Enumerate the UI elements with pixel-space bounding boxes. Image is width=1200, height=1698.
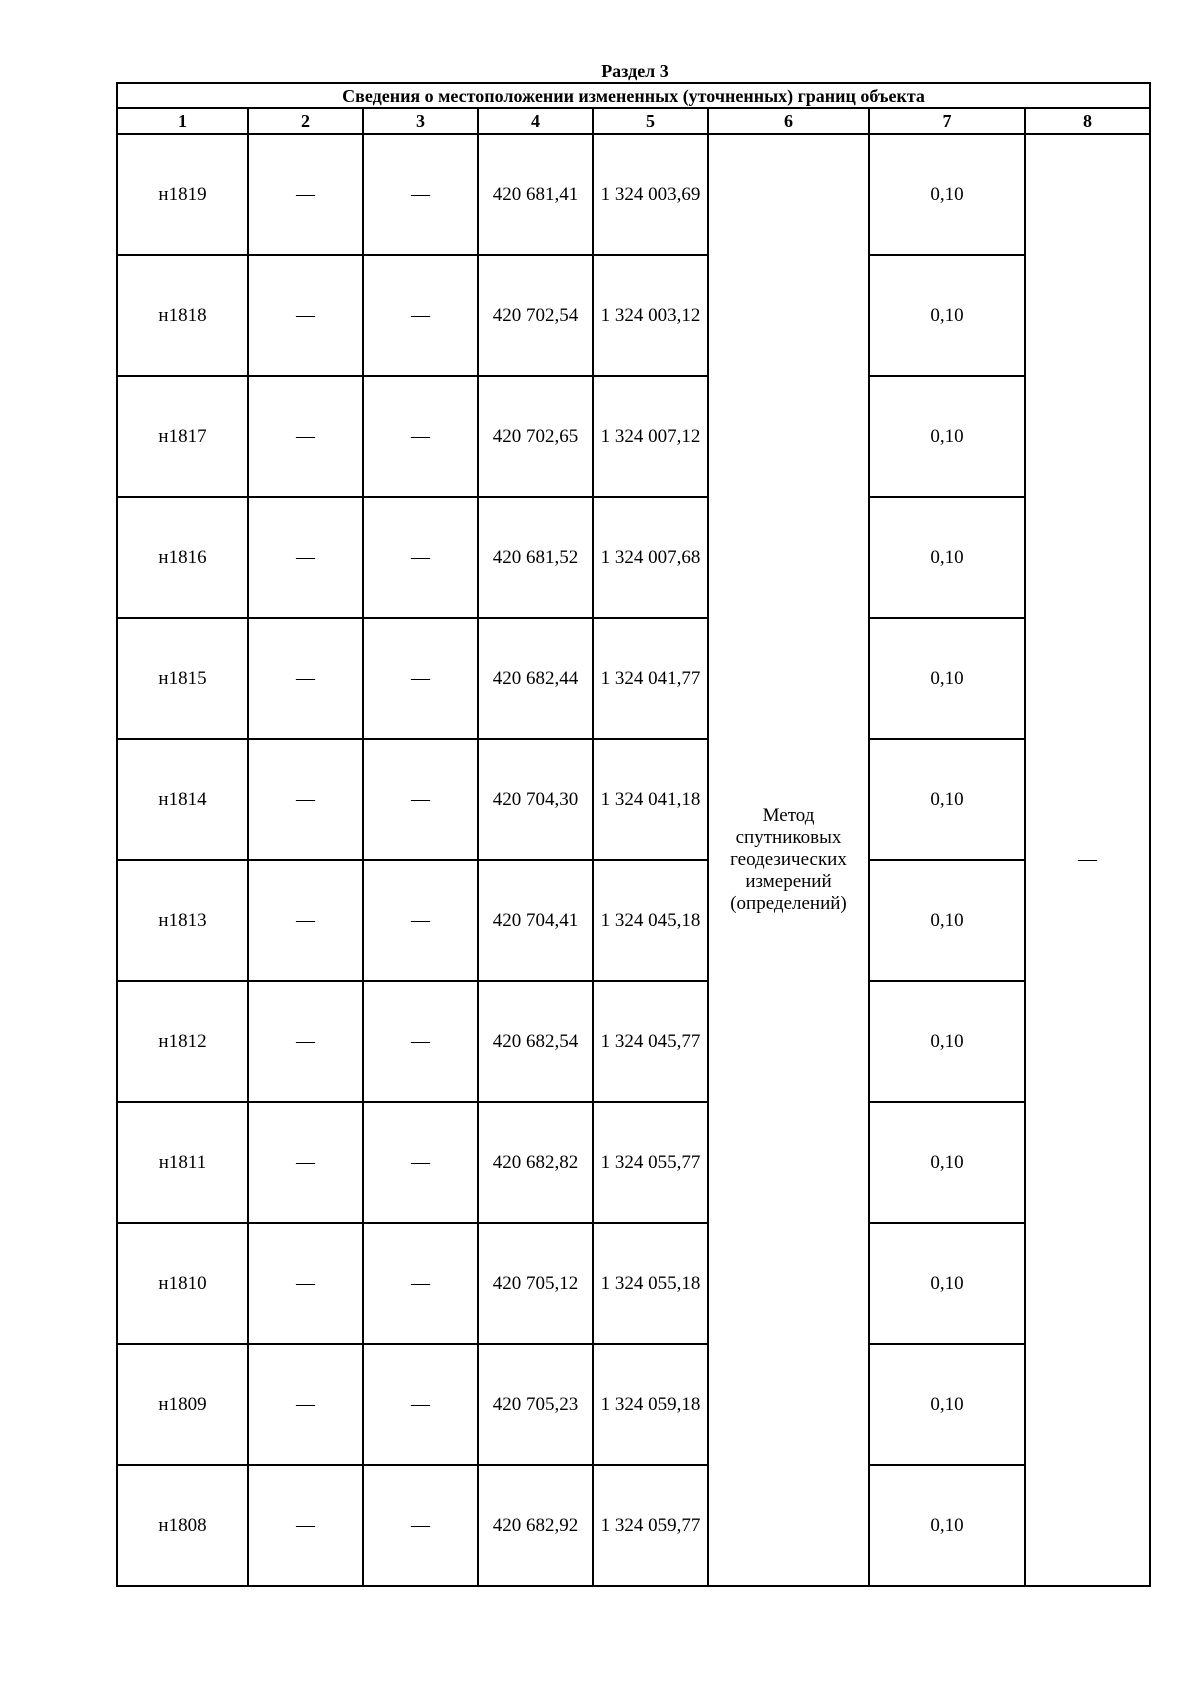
point-name-cell: н1809 — [117, 1344, 248, 1465]
method-text-line: измерений — [745, 871, 832, 892]
point-name-cell: н1814 — [117, 739, 248, 860]
accuracy-cell: 0,10 — [869, 1465, 1025, 1586]
x-coordinate-cell: 420 705,12 — [478, 1223, 593, 1344]
point-name-cell: н1816 — [117, 497, 248, 618]
accuracy-cell: 0,10 — [869, 981, 1025, 1102]
x-coordinate-cell: 420 682,92 — [478, 1465, 593, 1586]
y-coordinate-cell: 1 324 041,18 — [593, 739, 708, 860]
method-text-line: (определений) — [730, 893, 847, 914]
column-3-cell: — — [363, 1344, 478, 1465]
x-coordinate-cell: 420 705,23 — [478, 1344, 593, 1465]
column-3-cell: — — [363, 497, 478, 618]
column-number-4: 4 — [478, 108, 593, 134]
coordinates-table — [116, 82, 1151, 1587]
y-coordinate-cell: 1 324 003,12 — [593, 255, 708, 376]
y-coordinate-cell: 1 324 059,18 — [593, 1344, 708, 1465]
x-coordinate-cell: 420 682,44 — [478, 618, 593, 739]
column-2-cell: — — [248, 981, 363, 1102]
x-coordinate-cell: 420 702,54 — [478, 255, 593, 376]
accuracy-cell: 0,10 — [869, 860, 1025, 981]
point-name-cell: н1811 — [117, 1102, 248, 1223]
table-row — [117, 618, 1150, 739]
column-2-cell: — — [248, 618, 363, 739]
point-name-cell: н1813 — [117, 860, 248, 981]
table-row — [117, 255, 1150, 376]
x-coordinate-cell: 420 682,82 — [478, 1102, 593, 1223]
y-coordinate-cell: 1 324 055,18 — [593, 1223, 708, 1344]
column-number-2: 2 — [248, 108, 363, 134]
x-coordinate-cell: 420 702,65 — [478, 376, 593, 497]
x-coordinate-cell: 420 682,54 — [478, 981, 593, 1102]
column-3-cell: — — [363, 1102, 478, 1223]
column-3-cell: — — [363, 1465, 478, 1586]
table-row — [117, 1344, 1150, 1465]
accuracy-cell: 0,10 — [869, 497, 1025, 618]
column-number-6: 6 — [708, 108, 869, 134]
method-text-line: Метод — [762, 805, 815, 826]
column-2-cell: — — [248, 1223, 363, 1344]
point-name-cell: н1808 — [117, 1465, 248, 1586]
table-row — [117, 134, 1150, 255]
y-coordinate-cell: 1 324 007,68 — [593, 497, 708, 618]
x-coordinate-cell: 420 681,41 — [478, 134, 593, 255]
column-number-8: 8 — [1025, 108, 1150, 134]
column-2-cell: — — [248, 1465, 363, 1586]
method-text-line: геодезических — [730, 849, 847, 870]
column-8-cell: — — [1025, 134, 1150, 1586]
column-3-cell: — — [363, 860, 478, 981]
column-2-cell: — — [248, 739, 363, 860]
y-coordinate-cell: 1 324 003,69 — [593, 134, 708, 255]
column-3-cell: — — [363, 376, 478, 497]
section-title: Раздел 3 — [601, 61, 669, 81]
point-name-cell: н1818 — [117, 255, 248, 376]
accuracy-cell: 0,10 — [869, 376, 1025, 497]
x-coordinate-cell: 420 704,30 — [478, 739, 593, 860]
accuracy-cell: 0,10 — [869, 1344, 1025, 1465]
method-cell — [708, 134, 869, 1586]
column-3-cell: — — [363, 1223, 478, 1344]
column-3-cell: — — [363, 739, 478, 860]
column-number-1: 1 — [117, 108, 248, 134]
accuracy-cell: 0,10 — [869, 1223, 1025, 1344]
table-row — [117, 981, 1150, 1102]
column-number-3: 3 — [363, 108, 478, 134]
column-3-cell: — — [363, 134, 478, 255]
point-name-cell: н1819 — [117, 134, 248, 255]
point-name-cell: н1817 — [117, 376, 248, 497]
point-name-cell: н1812 — [117, 981, 248, 1102]
column-2-cell: — — [248, 376, 363, 497]
table-caption: Сведения о местоположении измененных (уточненных) границ объекта — [117, 83, 1150, 108]
column-number-5: 5 — [593, 108, 708, 134]
column-3-cell: — — [363, 618, 478, 739]
y-coordinate-cell: 1 324 045,18 — [593, 860, 708, 981]
table-row — [117, 860, 1150, 981]
column-2-cell: — — [248, 497, 363, 618]
table-caption-row — [117, 83, 1150, 108]
table-row — [117, 1102, 1150, 1223]
accuracy-cell: 0,10 — [869, 618, 1025, 739]
y-coordinate-cell: 1 324 045,77 — [593, 981, 708, 1102]
column-2-cell: — — [248, 1102, 363, 1223]
column-3-cell: — — [363, 255, 478, 376]
column-2-cell: — — [248, 255, 363, 376]
y-coordinate-cell: 1 324 007,12 — [593, 376, 708, 497]
column-number-7: 7 — [869, 108, 1025, 134]
column-3-cell: — — [363, 981, 478, 1102]
column-number-row — [117, 108, 1150, 134]
accuracy-cell: 0,10 — [869, 739, 1025, 860]
column-2-cell: — — [248, 860, 363, 981]
x-coordinate-cell: 420 681,52 — [478, 497, 593, 618]
point-name-cell: н1810 — [117, 1223, 248, 1344]
y-coordinate-cell: 1 324 041,77 — [593, 618, 708, 739]
point-name-cell: н1815 — [117, 618, 248, 739]
table-row — [117, 497, 1150, 618]
y-coordinate-cell: 1 324 055,77 — [593, 1102, 708, 1223]
column-2-cell: — — [248, 134, 363, 255]
y-coordinate-cell: 1 324 059,77 — [593, 1465, 708, 1586]
table-row — [117, 1465, 1150, 1586]
table-row — [117, 376, 1150, 497]
column-2-cell: — — [248, 1344, 363, 1465]
table-row — [117, 1223, 1150, 1344]
accuracy-cell: 0,10 — [869, 1102, 1025, 1223]
table-row — [117, 739, 1150, 860]
x-coordinate-cell: 420 704,41 — [478, 860, 593, 981]
method-text-line: спутниковых — [735, 827, 842, 848]
accuracy-cell: 0,10 — [869, 255, 1025, 376]
accuracy-cell: 0,10 — [869, 134, 1025, 255]
